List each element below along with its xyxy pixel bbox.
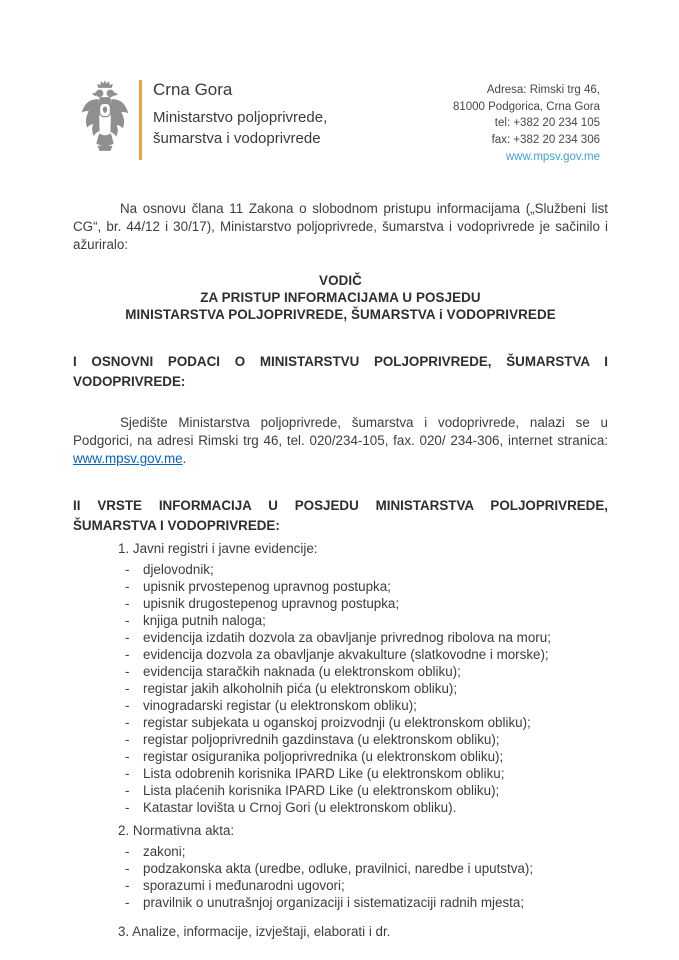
- list-item-text: upisnik prvostepenog upravnog postupka;: [143, 579, 391, 594]
- list-item-text: Katastar lovišta u Crnoj Gori (u elektronskom obliku).: [143, 800, 457, 815]
- intro-paragraph: Na osnovu člana 11 Zakona o slobodnom pristupu informacijama („Službeni list CG“, br. 44/12 i 30/17), Ministarstvo poljoprivrede, šumarstva i vodoprivrede je sačinilo i ažuriralo:: [73, 201, 608, 252]
- list-item: [73, 646, 608, 663]
- list-item-text: evidencija izdatih dozvola za obavljanje privrednog ribolova na moru;: [143, 630, 551, 645]
- item3-line: 3. Analize, informacije, izvještaji, elaborati i dr.: [118, 924, 391, 939]
- address-line: Adresa: Rimski trg 46,: [486, 84, 600, 96]
- ministry-website-link[interactable]: www.mpsv.gov.me: [73, 451, 183, 466]
- letterhead: [80, 78, 600, 165]
- ministry-name-line2: šumarstva i vodoprivrede: [153, 130, 321, 147]
- list1-items: [73, 561, 608, 816]
- bullet-dash: -: [125, 732, 130, 747]
- list-item-text: registar poljoprivrednih gazdinstava (u elektronskom obliku);: [143, 732, 500, 747]
- list-item: [73, 578, 608, 595]
- list-item: [73, 561, 608, 578]
- list-item: [73, 714, 608, 731]
- list1-title-text: Javni registri i javne evidencije:: [132, 541, 318, 556]
- bullet-dash: -: [125, 895, 130, 910]
- section1-text-after-link: .: [182, 451, 187, 466]
- section2-heading: II VRSTE INFORMACIJA U POSJEDU MINISTARSTVA POLJOPRIVREDE, ŠUMARSTVA I VODOPRIVREDE:: [73, 498, 608, 533]
- list-item-text: djelovodnik;: [143, 562, 214, 577]
- list-item-text: evidencija dozvola za obavljanje akvakulture (slatkovodne i morske);: [143, 647, 549, 662]
- list-item: [73, 799, 608, 816]
- list-item: [73, 894, 608, 911]
- list-item-text: upisnik drugostepenog upravnog postupka;: [143, 596, 400, 611]
- bullet-dash: -: [125, 579, 130, 594]
- document-title: [73, 272, 608, 323]
- list-item: [73, 595, 608, 612]
- brand-text: [153, 78, 327, 149]
- brand-divider: [139, 80, 142, 160]
- list-item: [73, 697, 608, 714]
- list-item: [73, 765, 608, 782]
- ministry-name: [153, 107, 327, 149]
- title-line2: ZA PRISTUP INFORMACIJAMA U POSJEDU: [200, 290, 481, 305]
- section1-heading: I OSNOVNI PODACI O MINISTARSTVU POLJOPRIVREDE, ŠUMARSTVA I VODOPRIVREDE:: [73, 354, 608, 389]
- list-item-text: Lista plaćenih korisnika IPARD Like (u elektronskom obliku);: [143, 783, 500, 798]
- title-line3: MINISTARSTVA POLJOPRIVREDE, ŠUMARSTVA i VODOPRIVREDE: [125, 307, 556, 322]
- list2-number: 2.: [118, 823, 130, 838]
- list-item: [73, 877, 608, 894]
- address-line: 81000 Podgorica, Crna Gora: [452, 100, 600, 113]
- section1-text-before-link: Sjedište Ministarstva poljoprivrede, šumarstva i vodoprivrede, nalazi se u Podgorici, na adresi Rimski trg 46, tel. 020/234-105, fax. 020/ 234-306, internet stranica:: [73, 415, 608, 448]
- list-item-text: vinogradarski registar (u elektronskom obliku);: [143, 698, 417, 713]
- bullet-dash: -: [125, 749, 130, 764]
- bullet-dash: -: [125, 861, 130, 876]
- list-item-text: registar subjekata u oganskoj proizvodnji (u elektronskom obliku);: [143, 715, 531, 730]
- list-item-text: sporazumi i međunarodni ugovori;: [143, 878, 345, 893]
- bullet-dash: -: [125, 681, 130, 696]
- bullet-dash: -: [125, 878, 130, 893]
- bullet-dash: -: [125, 613, 130, 628]
- list-item-text: knjiga putnih naloga;: [143, 613, 266, 628]
- bullet-dash: -: [125, 698, 130, 713]
- list-item: [73, 782, 608, 799]
- list-item: [73, 843, 608, 860]
- list-item-text: podzakonska akta (uredbe, odluke, pravilnici, naredbe i uputstva);: [143, 861, 534, 876]
- list-item: [73, 748, 608, 765]
- bullet-dash: -: [125, 844, 130, 859]
- list2-items: [73, 843, 608, 911]
- coat-of-arms-icon: [80, 78, 130, 162]
- list-item-text: evidencija staračkih naknada (u elektronskom obliku);: [143, 664, 461, 679]
- list-item: [73, 663, 608, 680]
- bullet-dash: -: [125, 715, 130, 730]
- list-item: [73, 680, 608, 697]
- bullet-dash: -: [125, 647, 130, 662]
- bullet-dash: -: [125, 664, 130, 679]
- ministry-brand: [80, 78, 327, 165]
- list-item-text: registar osiguranika poljoprivrednika (u elektronskom obliku);: [143, 749, 504, 764]
- contact-block: [453, 78, 600, 165]
- website-link[interactable]: www.mpsv.gov.me: [505, 150, 600, 163]
- list-item: [73, 860, 608, 877]
- document-body: [73, 164, 608, 941]
- list2-title-text: Normativna akta:: [132, 823, 235, 838]
- bullet-dash: -: [125, 596, 130, 611]
- title-line1: VODIČ: [319, 273, 362, 288]
- address-line: fax: +382 20 234 306: [491, 134, 600, 147]
- list-public-registers: [73, 540, 608, 816]
- list-item: [73, 612, 608, 629]
- list-item-text: pravilnik o unutrašnjoj organizaciji i sistematizaciji radnih mjesta;: [143, 895, 525, 910]
- bullet-dash: -: [125, 766, 130, 781]
- bullet-dash: -: [125, 562, 130, 577]
- bullet-dash: -: [125, 783, 130, 798]
- list-item-text: registar jakih alkoholnih pića (u elektronskom obliku);: [143, 681, 458, 696]
- list-normative-acts: [73, 822, 608, 911]
- list-item: [73, 629, 608, 646]
- list-item-text: Lista odobrenih korisnika IPARD Like (u elektronskom obliku;: [143, 766, 505, 781]
- country-name: Crna Gora: [153, 80, 233, 99]
- bullet-dash: -: [125, 800, 130, 815]
- list2-title: [73, 822, 608, 840]
- list1-title: [73, 540, 608, 558]
- ministry-name-line1: Ministarstvo poljoprivrede,: [153, 109, 328, 126]
- bullet-dash: -: [125, 630, 130, 645]
- list1-number: 1.: [118, 541, 130, 556]
- section1-paragraph: [73, 414, 608, 468]
- list-item-text: zakoni;: [143, 844, 186, 859]
- address-line: tel: +382 20 234 105: [494, 117, 600, 130]
- list-item: [73, 731, 608, 748]
